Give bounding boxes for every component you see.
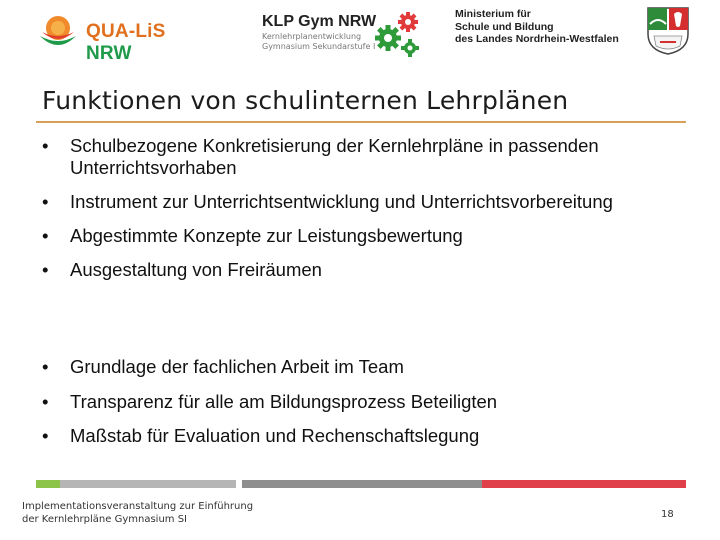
footer-color-bar: [36, 480, 686, 488]
bullet-icon: •: [42, 135, 49, 156]
footer-bar-segment: [242, 480, 482, 488]
bullet-icon: •: [42, 425, 49, 446]
qualis-sun-icon: [36, 10, 80, 54]
ministry-line-1: Ministerium für: [455, 8, 531, 20]
slide-title: Funktionen von schulinternen Lehrplänen: [42, 86, 569, 115]
ministry-logo-text: [455, 8, 630, 56]
klp-logo-title: KLP Gym NRW: [262, 13, 377, 30]
list-item: • Ausgestaltung von Freiräumen: [42, 259, 322, 280]
footer-bar-segment: [36, 480, 60, 488]
qualis-logo-text: QUA-LiS NRW: [86, 21, 166, 64]
list-item: • Transparenz für alle am Bildungsprozess Beteiligten: [42, 390, 498, 412]
list-item: • Abgestimmte Konzepte zur Leistungsbewertung: [42, 225, 463, 246]
list-item: • Maßstab für Evaluation und Rechenschaftslegung: [42, 425, 480, 446]
bullet-icon: •: [42, 259, 49, 280]
page-number: 18: [661, 509, 674, 520]
list-item: • Schulbezogene Konkretisierung der Kernlehrpläne in passenden Unterrichtsvorhaben: [42, 135, 599, 178]
bullet-list-benefits: [42, 356, 682, 460]
footer-bar-segment: [36, 480, 236, 488]
bullet-icon: •: [42, 225, 49, 246]
klp-gym-nrw-logo: [262, 8, 422, 58]
klp-logo-subtitle: Kernlehrplanentwicklung Gymnasium Sekundarstufe I: [262, 32, 376, 51]
nrw-crest-icon: [646, 6, 690, 56]
bullet-icon: •: [42, 390, 49, 412]
footer-event-text: Implementationsveranstaltung zur Einführung der Kernlehrpläne Gymnasium SI: [22, 501, 254, 525]
gears-icon: [372, 10, 422, 58]
list-item: • Grundlage der fachlichen Arbeit im Team: [42, 356, 404, 377]
bullet-icon: •: [42, 191, 49, 212]
ministry-line-2: Schule und Bildung: [455, 20, 554, 33]
title-underline: [36, 121, 686, 123]
bullet-list-functions: [42, 135, 682, 293]
list-item: • Instrument zur Unterrichtsentwicklung und Unterrichtsvorbereitung: [42, 191, 613, 212]
footer-bar-segment: [482, 480, 686, 488]
qualis-nrw-logo: [36, 10, 216, 64]
ministry-line-3: des Landes Nordrhein-Westfalen: [455, 33, 619, 45]
bullet-icon: •: [42, 356, 49, 377]
